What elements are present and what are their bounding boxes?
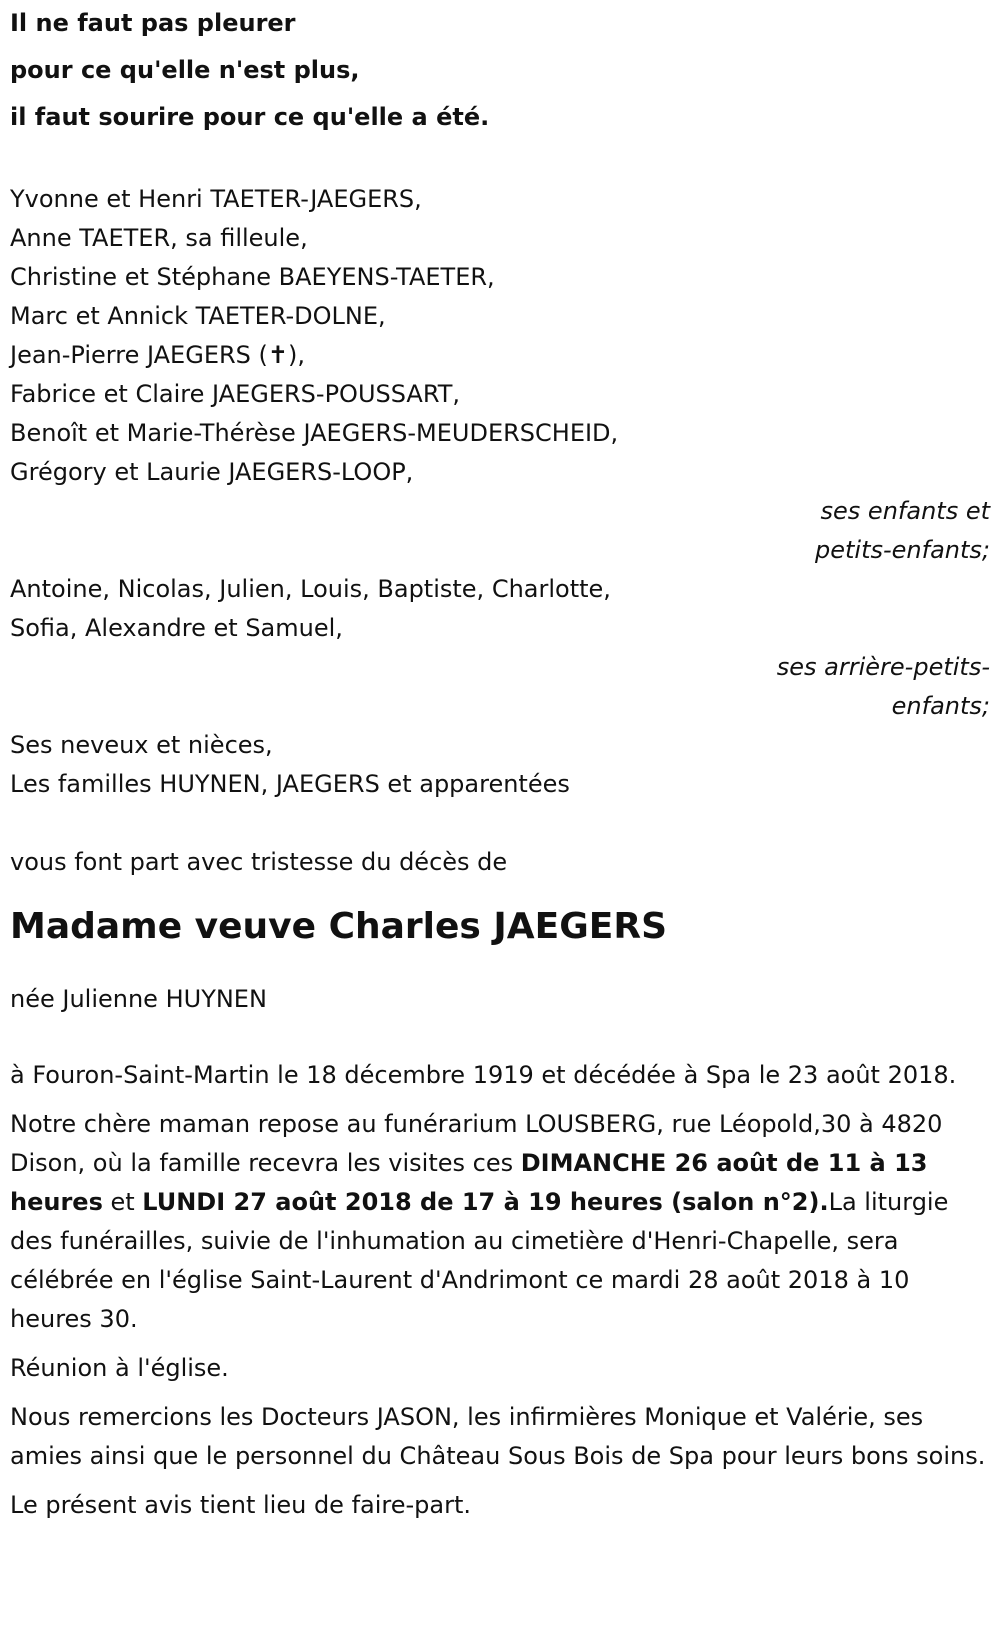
quote-line: il faut sourire pour ce qu'elle a été.: [10, 103, 490, 131]
visitation-text: Notre chère maman repose au funérarium LOUSBERG, rue Léopold,30 à 4820 Dison, où la famille recevra les visites ces: [10, 1110, 943, 1177]
deceased-name: Madame veuve Charles JAEGERS: [10, 906, 668, 947]
great-grandchildren-list: [10, 570, 1000, 648]
visitation-sunday: DIMANCHE 26 août de 11 à 13 heures: [10, 1149, 928, 1216]
relatives-list: [10, 726, 1000, 804]
closing-paragraph: Le présent avis tient lieu de faire-part.: [10, 1491, 472, 1519]
born-name: née Julienne HUYNEN: [10, 985, 267, 1013]
family-line: Antoine, Nicolas, Julien, Louis, Baptiste, Charlotte,: [10, 575, 611, 603]
role-line: ses enfants et: [820, 497, 990, 525]
cross-icon: ✝: [267, 341, 288, 369]
funeral-text: La liturgie des funérailles, suivie de l'inhumation au cimetière d'Henri-Chapelle, sera célébrée en l'église Saint-Laurent d'Andrimont ce mardi 28 août 2018 à 10 heures 30.: [10, 1188, 949, 1333]
family-line-suffix: ),: [288, 341, 305, 369]
great-grandchildren-role: [10, 648, 1000, 726]
family-line: Benoît et Marie-Thérèse JAEGERS-MEUDERSCHEID,: [10, 419, 619, 447]
role-line: enfants;: [891, 692, 990, 720]
family-line: Grégory et Laurie JAEGERS-LOOP,: [10, 458, 414, 486]
family-line: Christine et Stéphane BAEYENS-TAETER,: [10, 263, 495, 291]
family-line: [10, 336, 1000, 375]
family-line: Marc et Annick TAETER-DOLNE,: [10, 302, 386, 330]
role-line: petits-enfants;: [815, 536, 990, 564]
family-line: Fabrice et Claire JAEGERS-POUSSART,: [10, 380, 461, 408]
opening-quote: [10, 0, 1000, 141]
children-role: [10, 492, 1000, 570]
family-line: Anne TAETER, sa filleule,: [10, 224, 308, 252]
announcement: vous font part avec tristesse du décès de: [10, 848, 508, 876]
family-line: Yvonne et Henri TAETER-JAEGERS,: [10, 185, 422, 213]
children-list: [10, 180, 1000, 492]
family-line-text: Jean-Pierre JAEGERS (: [10, 341, 268, 369]
visitation-paragraph: [10, 1105, 1000, 1339]
family-line: Sofia, Alexandre et Samuel,: [10, 614, 343, 642]
family-line: Ses neveux et nièces,: [10, 731, 273, 759]
quote-line: Il ne faut pas pleurer: [10, 9, 296, 37]
quote-line: pour ce qu'elle n'est plus,: [10, 56, 360, 84]
visitation-text: et: [102, 1188, 143, 1216]
family-line: Les familles HUYNEN, JAEGERS et apparentées: [10, 770, 570, 798]
role-line: ses arrière-petits-: [776, 653, 990, 681]
thanks-paragraph: Nous remercions les Docteurs JASON, les infirmières Monique et Valérie, ses amies ainsi que le personnel du Château Sous Bois de Spa pour leurs bons soins.: [10, 1403, 986, 1470]
meeting-paragraph: Réunion à l'église.: [10, 1354, 229, 1382]
birth-death-paragraph: à Fouron-Saint-Martin le 18 décembre 1919 et décédée à Spa le 23 août 2018.: [10, 1061, 957, 1089]
visitation-monday: LUNDI 27 août 2018 de 17 à 19 heures (salon n°2).: [142, 1188, 829, 1216]
